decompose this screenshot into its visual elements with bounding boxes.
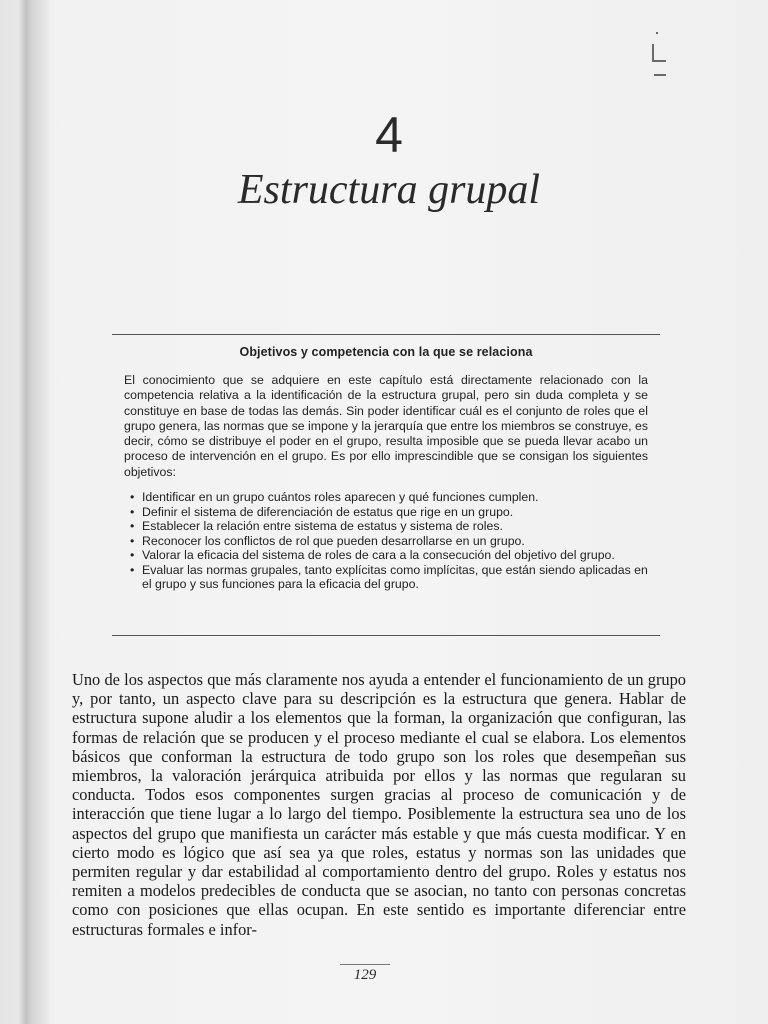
objective-item: • Definir el sistema de diferenciación de estatus que rige en un grupo.: [130, 505, 650, 520]
edge-marks: [652, 30, 672, 90]
objective-item: • Valorar la eficacia del sistema de roles de cara a la consecución del objetivo del grupo.: [130, 548, 650, 563]
objectives-list: [122, 490, 650, 592]
objectives-heading: Objetivos y competencia con la que se relaciona: [239, 345, 533, 359]
objective-item: • Reconocer los conflictos de rol que pueden desarrollarse en un grupo.: [130, 534, 650, 549]
objective-item: • Evaluar las normas grupales, tanto explícitas como implícitas, que están siendo aplicadas en el grupo y sus funciones para la eficacia del grupo.: [130, 563, 650, 592]
objectives-box: [112, 334, 660, 636]
objective-item: • Establecer la relación entre sistema de estatus y sistema de roles.: [130, 519, 650, 534]
objectives-intro: El conocimiento que se adquiere en este capítulo está directamente relacionado con la competencia relativa a la identificación de la estructura grupal, pero sin duda completa y se constituye en base de todas las demás. Sin poder identificar cuál es el conjunto de roles que el grupo genera, las normas que se impone y la jerarquía que entre los miembros se construye, es decir, cómo se distribuye el poder en el grupo, resulta imposible que se pueda llevar acabo un proceso de intervención en el grupo. Es por ello imprescindible que se consigan los siguientes objetivos:: [124, 373, 648, 479]
objective-item: • Identificar en un grupo cuántos roles aparecen y qué funciones cumplen.: [130, 490, 650, 505]
page-number: 129: [340, 964, 390, 984]
body-paragraph: Uno de los aspectos que más claramente nos ayuda a entender el funcionamiento de un grupo y, por tanto, un aspecto clave para su descripción es la estructura que genera. Hablar de estructura supone aludir a los elementos que la forman, la organización que configuran, las formas de relación que se producen y el proceso mediante el cual se elabora. Los elementos básicos que conforman la estructura de todo grupo son los roles que desempeñan sus miembros, la valoración jerárquica atribuida por ellos y las normas que regularan su conducta. Todos esos componentes surgen gracias al proceso de comunicación y de interacción que tiene lugar a lo largo del tiempo. Posiblemente la estructura sea uno de los aspectos del grupo que manifiesta un carácter más estable y que más cuesta modificar. Y en cierto modo es lógico que así sea ya que roles, estatus y normas son las unidades que permiten regular y dar estabilidad al comportamiento dentro del grupo. Roles y estatus nos remiten a modelos predecibles de conducta que se asocian, no tanto con personas concretas como con posiciones que ellas ocupan. En este sentido es importante diferenciar entre estructuras formales e infor-: [72, 670, 686, 939]
chapter-number: 4: [375, 107, 403, 163]
chapter-title: Estructura grupal: [237, 167, 541, 213]
